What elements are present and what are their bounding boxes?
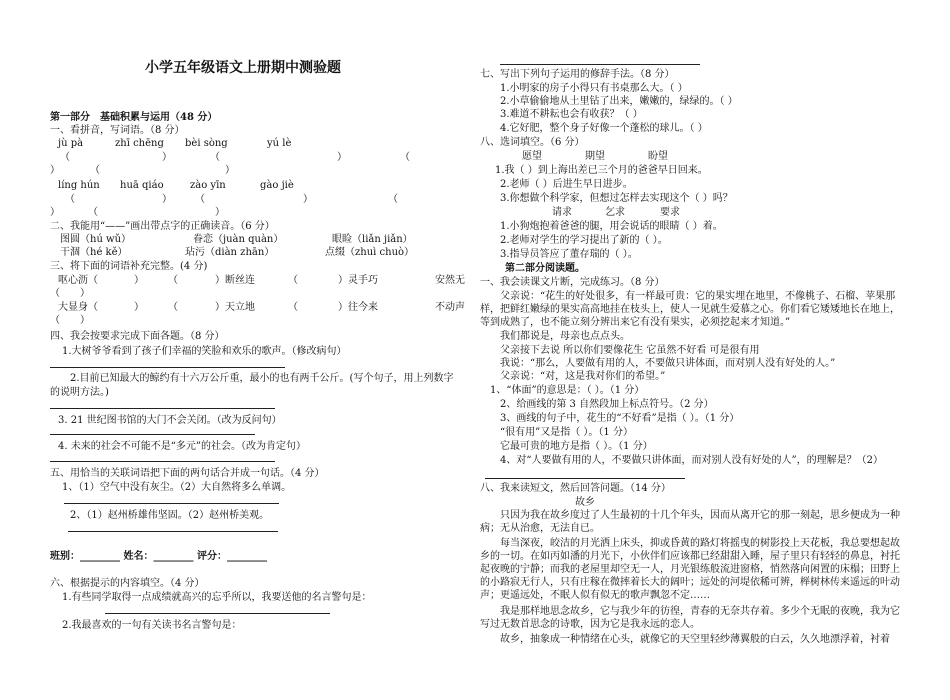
part1-heading: 第一部分 基础积累与运用（48 分） bbox=[50, 112, 218, 123]
r1-question: 1、“体面”的意思是：（ ）。（1 分） bbox=[490, 385, 645, 396]
r1-question: 4、对“人要做有用的人，不要做只讲体面，而对别人没有好处的人”，的理解是？（2） bbox=[500, 455, 883, 466]
answer-paren: ） bbox=[162, 152, 172, 163]
q5-item: 2、（1）赵州桥雄伟坚固。（2）赵州桥美观。 bbox=[70, 510, 270, 521]
r1-question: 2、给画线的第 3 自然段加上标点符号。（2 分） bbox=[500, 399, 714, 410]
answer-paren: （ bbox=[60, 152, 70, 163]
answer-line bbox=[50, 367, 285, 368]
answer-paren: ） bbox=[337, 152, 347, 163]
reading-paragraph: 每当深夜，皎洁的月光洒上床头，抑或昏黄的路灯将摇曳的树影投上天花板，我总要想起故乡的一切。在如丙如潘的月光下，小伙伴们应该都已经甜甜入睡，屋子里只有轻轻的鼻息，衬托起夜晚的宁静；而我的老屋里却空无一人，月光银练般流进窗格，悄然落向闲置的床榻；田野上的小路寂无行人，只有庄稼在微摔着长大的阔叶；远处的河堤依稀可辨，榉树林传来遥远的叶动声；更遥远处，不眠人似有似无的歌声飘忽不定…… bbox=[480, 538, 900, 601]
q3-word: 大显身（ bbox=[58, 302, 98, 313]
q1-heading: 一、看拼音，写词语。（8 分） bbox=[50, 125, 185, 136]
r1-question: 3、画线的句子中，花生的“不好看”是指（ ）。（1 分） bbox=[500, 413, 740, 424]
pinyin: huā qiáo bbox=[120, 180, 164, 191]
q7-item: 3.难道不耕耘也会有收获？（ ） bbox=[500, 109, 643, 120]
q3-word: （ bbox=[168, 302, 178, 313]
q3-word: （ bbox=[50, 315, 60, 326]
answer-line bbox=[50, 434, 255, 435]
page-title: 小学五年级语文上册期中测验题 bbox=[145, 60, 341, 76]
q3-word: ）断丝连 bbox=[215, 275, 255, 286]
q8-item: 3.你想做个科学家，但想过怎样去实现这个（ ）吗？ bbox=[500, 193, 733, 204]
q3-word: ） bbox=[80, 288, 90, 299]
q8-item: 3.指导员答应了董存瑞的（ ）。 bbox=[500, 249, 638, 260]
q3-word: （ bbox=[168, 275, 178, 286]
answer-line bbox=[485, 478, 685, 479]
r1-heading: 一、我会读课文片断，完成练习。（8 分） bbox=[480, 277, 665, 288]
reading-paragraph: 我是那样地思念故乡，它与我少年的彷徨，青春的无奈共存着。多少个无眠的夜晚，我为它写过无数首思念的诗歌，因为它是我永远的恋人。 bbox=[480, 606, 900, 630]
pinyin: líng hún bbox=[58, 180, 100, 191]
reading-paragraph: 只因为我在故乡度过了人生最初的十几个年头，因而从离开它的那一刻起，思乡便成为一种病；无从治愈，无法自已。 bbox=[480, 510, 900, 534]
reading-paragraph: 父亲说：“对，这是我对你们的希望。” bbox=[500, 371, 666, 382]
pinyin: gào jiè bbox=[260, 180, 294, 191]
answer-line bbox=[50, 461, 275, 462]
word-choice: 盼望 bbox=[648, 151, 668, 162]
word-choice: 乞求 bbox=[605, 207, 625, 218]
q3-word: （ bbox=[288, 302, 298, 313]
q2-item: 眷恋（juàn quàn） bbox=[193, 234, 284, 245]
word-choice: 愿望 bbox=[522, 151, 542, 162]
q8-item: 1.小狗炮抱着爸爸的腿，用会说话的眼睛（ ）着。 bbox=[500, 221, 723, 232]
q2-item: 点缀（zhuì chuò） bbox=[325, 247, 415, 258]
r2-heading: 八、我来读短文，然后回答问题。（14 分） bbox=[480, 483, 671, 494]
answer-paren: ） bbox=[303, 194, 313, 205]
answer-paren: （ bbox=[388, 194, 398, 205]
reading-paragraph: 父亲说：“花生的好处很多，有一样最可贵：它的果实埋在地里，不像桃子、石榴、苹果那样，把鲜红嫩绿的果实高高地挂在枝头上，使人一见就生爱慕之心。你们看它矮矮地长在地上，等到成熟了，也不能立刻分辨出来它有没有果实，必须挖起来才知道。” bbox=[480, 291, 900, 328]
answer-line bbox=[50, 408, 275, 409]
q6-item: 1.有些同学取得一点成绩就高兴的忘乎所以，我要送他的名言警句是： bbox=[62, 592, 372, 603]
q7-heading: 七、写出下列句子运用的修辞手法。（8 分） bbox=[480, 69, 675, 80]
reading-paragraph: 我说：“那么，人要做有用的人，不要做只讲体面，而对别人没有好处的人。” bbox=[500, 358, 836, 369]
q3-word: （ bbox=[50, 288, 60, 299]
q4-item: 的说明方法。) bbox=[50, 387, 109, 398]
q3-heading: 三、将下面的词语补充完整。(4 分) bbox=[50, 261, 208, 272]
q5-heading: 五、用恰当的关联词语把下面的两句话合并成一句话。（4 分） bbox=[50, 468, 325, 479]
q3-word: ） bbox=[134, 302, 144, 313]
answer-line bbox=[68, 531, 278, 532]
q3-word: 安然无 bbox=[435, 275, 465, 286]
answer-paren: ） bbox=[50, 165, 60, 176]
q8-item: 2.老师对学生的学习提出了新的（ ）。 bbox=[500, 235, 668, 246]
q3-word: （ bbox=[288, 275, 298, 286]
q7-item: 4.它好肥，整个身子好像一个蓬松的球儿。（ ） bbox=[500, 123, 708, 134]
q2-heading: 二、我能用“——”画出带点字的正确读音。（6 分） bbox=[50, 221, 275, 232]
q6-heading: 六、根据提示的内容填空。（4 分） bbox=[50, 578, 205, 589]
q4-heading: 四、我会按要求完成下面各题。（8 分） bbox=[50, 331, 225, 342]
word-choice: 期望 bbox=[585, 151, 605, 162]
answer-line bbox=[500, 64, 700, 65]
q7-item: 2.小草偷偷地从土里钻了出来，嫩嫩的，绿绿的。（ ） bbox=[500, 96, 738, 107]
q3-word: ） bbox=[80, 315, 90, 326]
answer-paren: （ bbox=[400, 152, 410, 163]
part2-heading: 第二部分阅读题。 bbox=[505, 263, 585, 274]
q3-word: 呕心沥（ bbox=[58, 275, 98, 286]
q4-item: 2.目前已知最大的鲸约有十六万公斤重，最小的也有两千公斤。(写个句子，用上列数字 bbox=[70, 373, 454, 384]
reading-paragraph: 故乡，抽象成一种情绪在心头，就像它的天空里轻纱薄翼般的白云，久久地漂浮着，衬着 bbox=[500, 634, 890, 645]
r1-question: “很有用”又是指（ ）。（1 分） bbox=[500, 427, 633, 438]
q4-item: 4. 未来的社会不可能不是“多元”的社会。（改为肯定句） bbox=[58, 441, 306, 452]
q2-item: 干涸（hé kě） bbox=[60, 247, 128, 258]
answer-paren: ） bbox=[162, 194, 172, 205]
answer-paren: ） bbox=[50, 207, 60, 218]
q4-item: 3. 21 世纪图书馆的大门不会关闭。（改为反问句） bbox=[58, 415, 282, 426]
word-choice: 要求 bbox=[660, 207, 680, 218]
answer-paren: （ bbox=[90, 165, 100, 176]
answer-paren: （ bbox=[210, 152, 220, 163]
q7-item: 1.小明家的房子小得只有书桌那么大。（ ） bbox=[500, 83, 688, 94]
pinyin: bèi sòng bbox=[185, 138, 228, 149]
answer-paren: （ bbox=[65, 194, 75, 205]
q3-word: ）天立地 bbox=[215, 302, 255, 313]
q8-item: 2.老师（ ）后进生早日进步。 bbox=[500, 179, 633, 190]
q4-item: 1.大树爷爷看到了孩子们幸福的笑脸和欢乐的歌声。（修改病句） bbox=[62, 346, 347, 357]
q2-item: 眼睑（liǎn jiǎn） bbox=[332, 234, 413, 245]
passage-title: 故乡 bbox=[575, 497, 595, 508]
q2-item: 图圆（hú wǔ） bbox=[60, 234, 132, 245]
q3-word: 不动声 bbox=[435, 302, 465, 313]
pinyin: zhī chēng bbox=[115, 138, 164, 149]
answer-line bbox=[105, 613, 330, 614]
q5-item: 1、（1）空气中没有灰尘。（2）大自然将多么单调。 bbox=[62, 482, 292, 493]
q8-heading: 八、选词填空。（6 分） bbox=[480, 137, 585, 148]
q3-word: ） bbox=[134, 275, 144, 286]
q3-word: ）灵手巧 bbox=[338, 275, 378, 286]
student-info-line[interactable]: 班别：________ 姓名：________ 评分：________ bbox=[50, 551, 267, 562]
answer-paren: （ bbox=[88, 207, 98, 218]
answer-paren: ） bbox=[225, 165, 235, 176]
pinyin: zào yīn bbox=[190, 180, 226, 191]
answer-paren: （ bbox=[195, 194, 205, 205]
r1-question: 它最可贵的地方是指（ ）。（1 分） bbox=[500, 441, 653, 452]
pinyin: yú lè bbox=[267, 138, 292, 149]
answer-paren: ） bbox=[215, 207, 225, 218]
reading-paragraph: 我们都说是，母亲也点点头。 bbox=[500, 331, 630, 342]
answer-line bbox=[64, 503, 279, 504]
q6-item: 2.我最喜欢的一句有关读书名言警句是： bbox=[62, 620, 242, 631]
q8-item: 1.我（ ）到上海出差已三个月的爸爸早日回来。 bbox=[495, 165, 708, 176]
reading-paragraph: 父亲接下去说 所以你们要像花生 它虽然不好看 可是很有用 bbox=[500, 345, 760, 356]
q2-item: 玷污（diàn zhān） bbox=[185, 247, 275, 258]
q3-word: ）往今来 bbox=[338, 302, 378, 313]
word-choice: 请求 bbox=[552, 207, 572, 218]
pinyin: jù pà bbox=[58, 138, 84, 149]
